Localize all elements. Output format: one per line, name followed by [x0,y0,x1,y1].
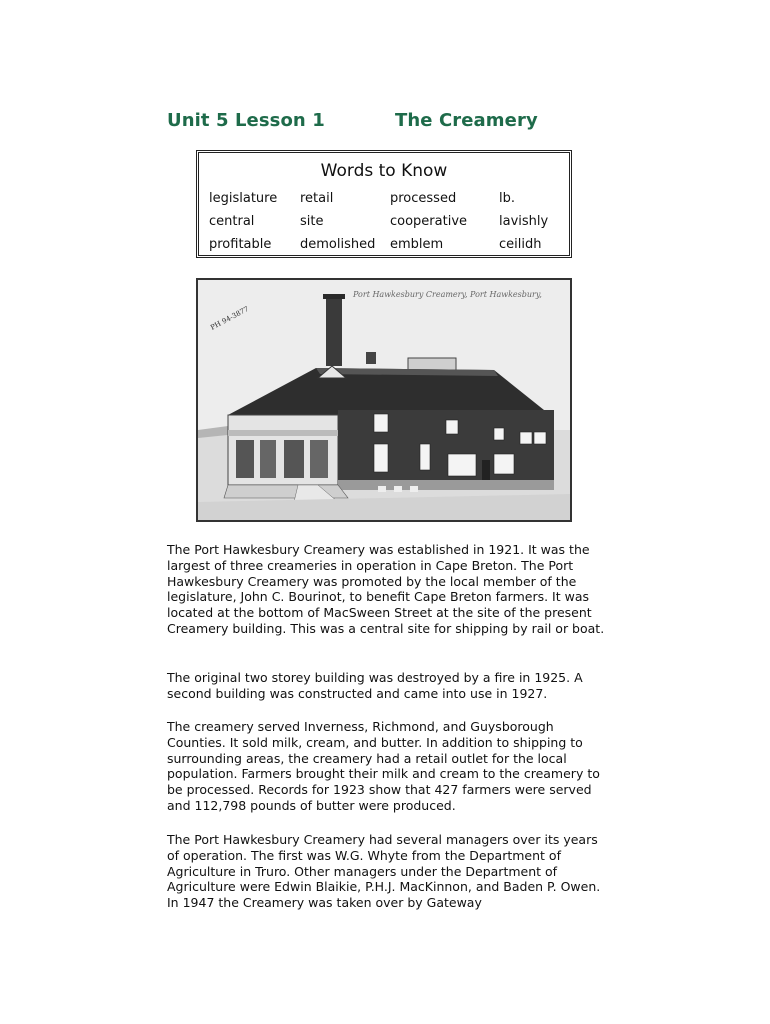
word-row [209,191,559,214]
vocab-word: site [300,214,324,229]
vocab-word: emblem [390,237,444,252]
words-to-know-grid [209,191,559,260]
vocab-word: central [209,214,255,229]
vocab-word: legislature [209,191,278,206]
vocab-word: demolished [300,237,376,252]
vocab-word: lavishly [499,214,549,229]
word-row [209,214,559,237]
word-row [209,237,559,260]
vocab-word: lb. [499,191,515,206]
vocab-word: profitable [209,237,272,252]
paragraph: The Port Hawkesbury Creamery was established in 1921. It was the largest of three creameries in operation in Cape Breton. The Port Hawkesbury Creamery was promoted by the local member of the legislature, John C. Bourinot, to benefit Cape Breton farmers. It was located at the bottom of MacSween Street at the site of the present Creamery building. This was a central site for shipping by rail or boat. [167,542,605,636]
vocab-word: cooperative [390,214,468,229]
words-to-know-title: Words to Know [320,161,448,181]
creamery-photo [196,278,572,522]
vocab-word: ceilidh [499,237,542,252]
page-title: The Creamery [395,110,538,131]
vocab-word: processed [390,191,457,206]
paragraph: The creamery served Inverness, Richmond, and Guysborough Counties. It sold milk, cream, and butter. In addition to shipping to surrounding areas, the creamery had a retail outlet for the local population. Farmers brought their milk and cream to the creamery to be processed. Records for 1923 show that 427 farmers were served and 112,798 pounds of butter were produced. [167,719,600,813]
photo-caption: Port Hawkesbury Creamery, Port Hawkesbury, [353,290,542,299]
paragraph: The Port Hawkesbury Creamery had several managers over its years of operation. The first was W.G. Whyte from the Department of Agriculture in Truro. Other managers under the Department of Agriculture were Edwin Blaikie, P.H.J. MacKinnon, and Baden P. Owen. In 1947 the Creamery was taken over by Gateway [167,832,601,911]
archive-note: PH 94-3877 [209,304,251,332]
vocab-word: retail [300,191,334,206]
unit-lesson-heading: Unit 5 Lesson 1 [167,110,325,131]
paragraph: The original two storey building was destroyed by a fire in 1925. A second building was constructed and came into use in 1927. [167,670,583,701]
words-to-know-box [196,150,572,258]
